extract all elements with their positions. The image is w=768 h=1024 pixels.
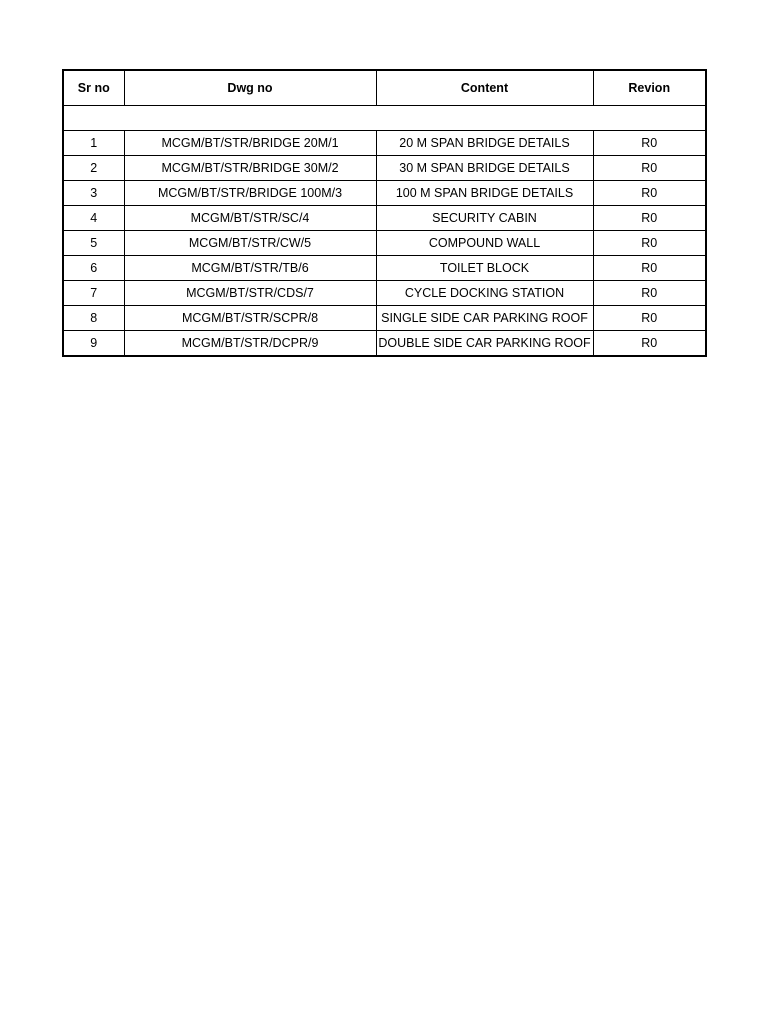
cell-content: 100 M SPAN BRIDGE DETAILS	[376, 181, 593, 206]
cell-dwg-no: MCGM/BT/STR/BRIDGE 30M/2	[124, 156, 376, 181]
header-sr-no: Sr no	[63, 70, 124, 106]
table-row	[63, 281, 706, 306]
cell-revision: R0	[593, 306, 706, 331]
table-header	[63, 70, 706, 106]
drawing-list-table	[62, 69, 707, 357]
cell-content: 30 M SPAN BRIDGE DETAILS	[376, 156, 593, 181]
cell-dwg-no: MCGM/BT/STR/BRIDGE 20M/1	[124, 131, 376, 156]
table-body	[63, 106, 706, 357]
cell-sr-no: 6	[63, 256, 124, 281]
cell-sr-no: 9	[63, 331, 124, 357]
cell-sr-no: 3	[63, 181, 124, 206]
table-row	[63, 231, 706, 256]
cell-sr-no: 4	[63, 206, 124, 231]
cell-content: TOILET BLOCK	[376, 256, 593, 281]
table-row	[63, 306, 706, 331]
blank-row	[63, 106, 706, 131]
cell-sr-no: 8	[63, 306, 124, 331]
header-row	[63, 70, 706, 106]
cell-sr-no: 5	[63, 231, 124, 256]
blank-cell	[63, 106, 706, 131]
cell-content: SECURITY CABIN	[376, 206, 593, 231]
cell-content: DOUBLE SIDE CAR PARKING ROOF	[376, 331, 593, 357]
table-row	[63, 156, 706, 181]
cell-dwg-no: MCGM/BT/STR/SC/4	[124, 206, 376, 231]
cell-dwg-no: MCGM/BT/STR/BRIDGE 100M/3	[124, 181, 376, 206]
cell-revision: R0	[593, 231, 706, 256]
cell-content: CYCLE DOCKING STATION	[376, 281, 593, 306]
cell-sr-no: 7	[63, 281, 124, 306]
cell-dwg-no: MCGM/BT/STR/DCPR/9	[124, 331, 376, 357]
table-row	[63, 331, 706, 357]
cell-revision: R0	[593, 206, 706, 231]
header-revision: Revion	[593, 70, 706, 106]
table-row	[63, 131, 706, 156]
header-dwg-no: Dwg no	[124, 70, 376, 106]
cell-revision: R0	[593, 181, 706, 206]
cell-revision: R0	[593, 331, 706, 357]
table-row	[63, 256, 706, 281]
cell-content: 20 M SPAN BRIDGE DETAILS	[376, 131, 593, 156]
cell-sr-no: 1	[63, 131, 124, 156]
cell-revision: R0	[593, 256, 706, 281]
cell-content: SINGLE SIDE CAR PARKING ROOF	[376, 306, 593, 331]
cell-revision: R0	[593, 156, 706, 181]
cell-revision: R0	[593, 281, 706, 306]
cell-revision: R0	[593, 131, 706, 156]
table-row	[63, 181, 706, 206]
cell-dwg-no: MCGM/BT/STR/SCPR/8	[124, 306, 376, 331]
cell-content: COMPOUND WALL	[376, 231, 593, 256]
cell-sr-no: 2	[63, 156, 124, 181]
table-row	[63, 206, 706, 231]
cell-dwg-no: MCGM/BT/STR/CDS/7	[124, 281, 376, 306]
header-content: Content	[376, 70, 593, 106]
cell-dwg-no: MCGM/BT/STR/TB/6	[124, 256, 376, 281]
cell-dwg-no: MCGM/BT/STR/CW/5	[124, 231, 376, 256]
